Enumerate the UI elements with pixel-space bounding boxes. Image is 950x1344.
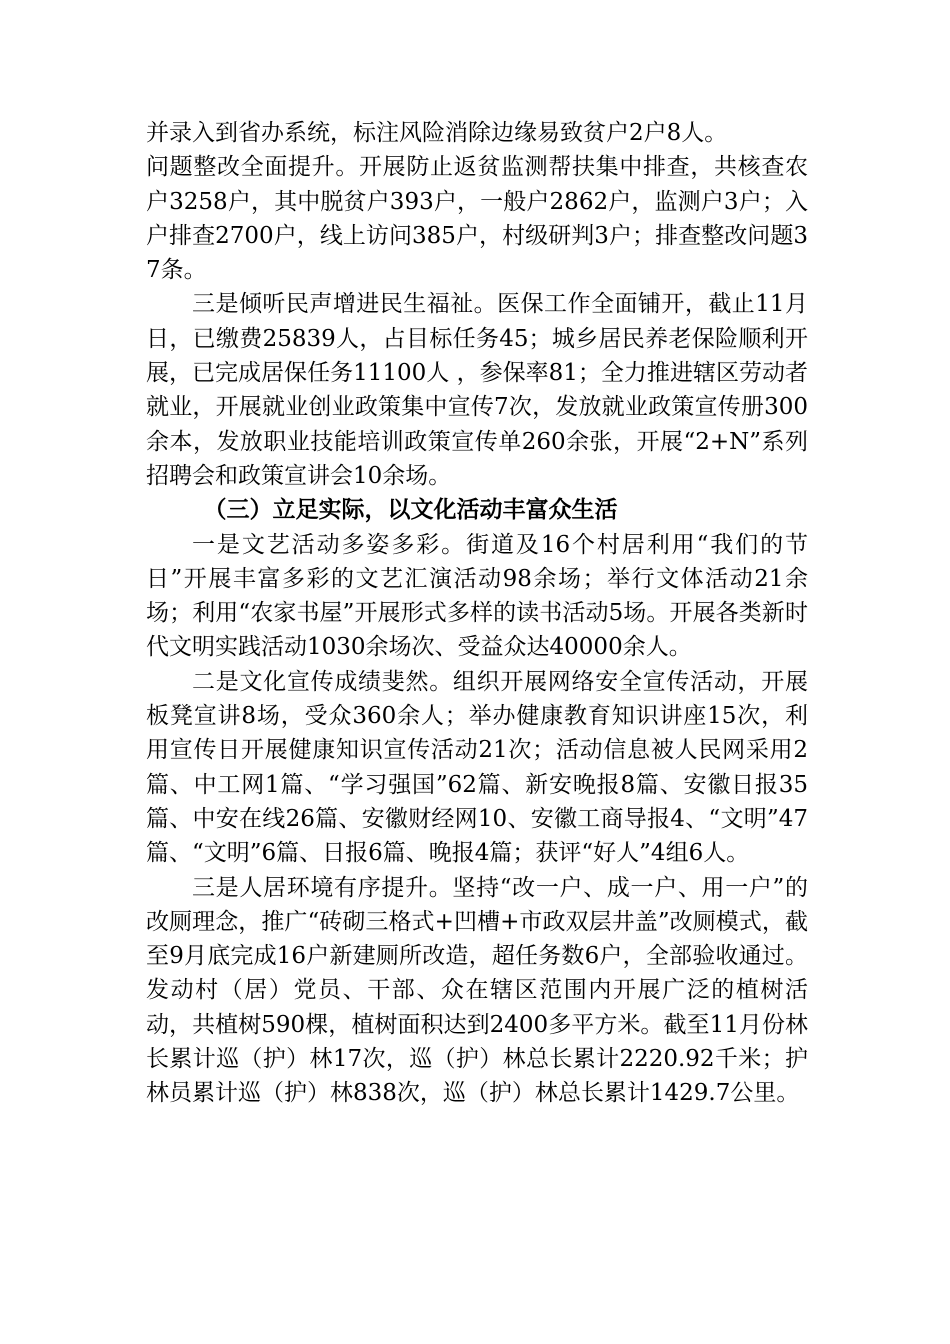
paragraph-rectification: 问题整改全面提升。开展防止返贫监测帮扶集中排查，共核查农户3258户，其中脱贫户393户，一般户2862户，监测户3户；入户排查2700户，线上访问385户，村级研判3户；排查整改问题37条。 xyxy=(146,154,808,284)
paragraph-arts: 一是文艺活动多姿多彩。街道及16个村居利用“我们的节日”开展丰富多彩的文艺汇演活动98余场；举行文体活动21余场；利用“农家书屋”开展形式多样的读书活动5场。开展各类新时代文明实践活动1030余场次、受益众达40000余人。 xyxy=(146,531,808,661)
paragraph-environment: 三是人居环境有序提升。坚持“改一户、成一户、用一户”的改厕理念，推广“砖砌三格式+凹槽+市政双层井盖”改厕模式，截至9月底完成16户新建厕所改造，超任务数6户，全部验收通过。发动村（居）党员、干部、众在辖区范围内开展广泛的植树活动，共植树590棵，植树面积达到2400多平方米。截至11月份林长累计巡（护）林17次，巡（护）林总长累计2220.92千米；护林员累计巡（护）林838次，巡（护）林总长累计1429.7公里。 xyxy=(146,874,808,1107)
paragraph-publicity: 二是文化宣传成绩斐然。组织开展网络安全宣传活动，开展板凳宣讲8场，受众360余人；举办健康教育知识讲座15次，利用宣传日开展健康知识宣传活动21次；活动信息被人民网采用2篇、中工网1篇、“学习强国”62篇、新安晚报8篇、安徽日报35篇、中安在线26篇、安徽财经网10、安徽工商导报4、“文明”47篇、“文明”6篇、日报6篇、晚报4篇；获评“好人”4组6人。 xyxy=(146,668,808,867)
document-body xyxy=(146,116,808,1111)
section-heading: （三）立足实际，以文化活动丰富众生活 xyxy=(203,496,618,524)
paragraph-continuation: 并录入到省办系统，标注风险消除边缘易致贫户2户8人。 xyxy=(146,120,728,146)
paragraph-livelihood: 三是倾听民声增进民生福祉。医保工作全面铺开，截止11月日，已缴费25839人，占目标任务45；城乡居民养老保险顺利开展，已完成居保任务11100人 ，参保率81；全力推进辖区劳动者就业，开展就业创业政策集中宣传7次，发放就业政策宣传册300余本，发放职业技能培训政策宣传单260余张，开展“2+N”系列招聘会和政策宣讲会10余场。 xyxy=(146,291,808,489)
